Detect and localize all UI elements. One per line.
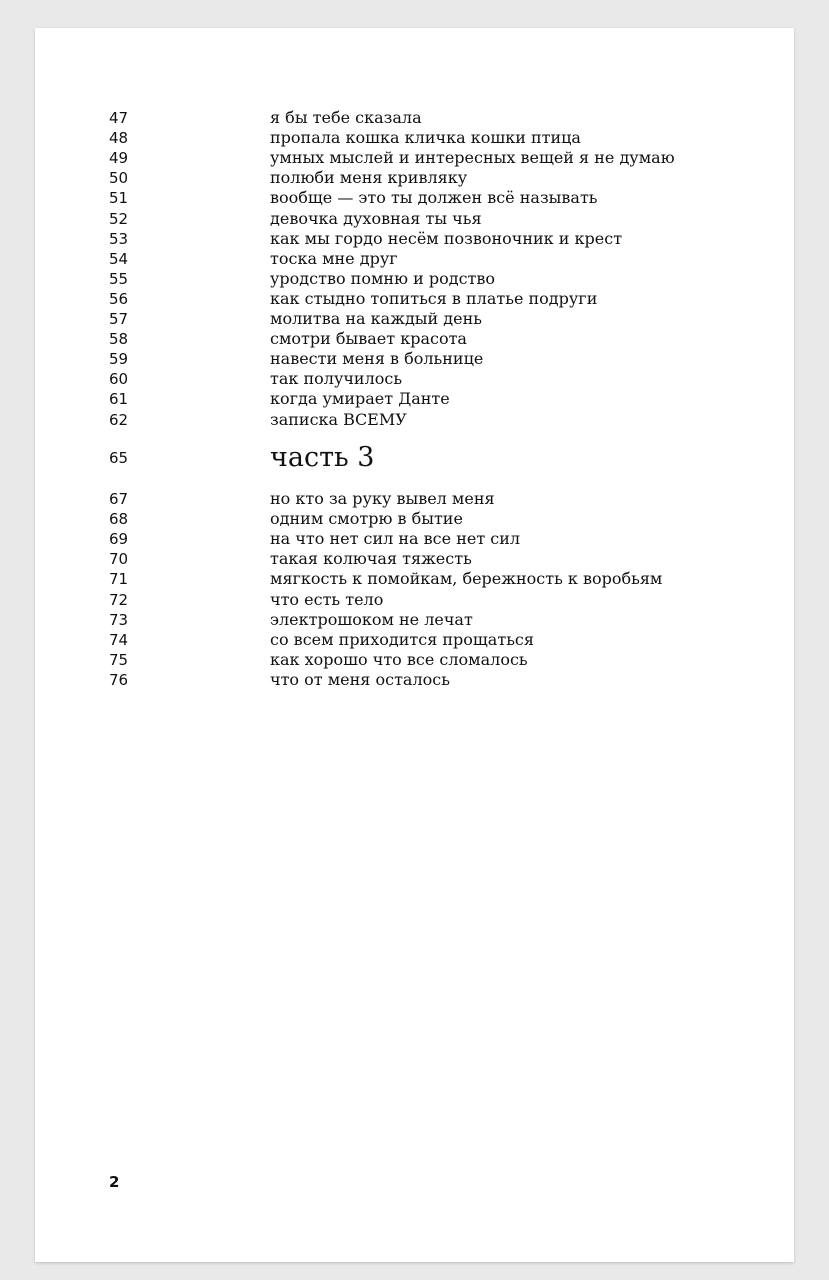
toc-entry: [35, 108, 794, 128]
toc-entry: [35, 389, 794, 409]
toc-page-number: 58: [109, 330, 129, 348]
toc-entry-title: такая колючая тяжесть: [270, 549, 472, 568]
toc-entry: [35, 630, 794, 650]
section-title: часть 3: [270, 442, 375, 473]
toc-entry-title: пропала кошка кличка кошки птица: [270, 128, 581, 147]
toc-entry: [35, 309, 794, 329]
toc-entry-title: что от меня осталось: [270, 670, 450, 689]
toc-page-number: 71: [109, 570, 129, 588]
toc-entry: [35, 329, 794, 349]
toc-page-number: 55: [109, 270, 129, 288]
toc-page-number: 47: [109, 109, 129, 127]
toc-entry-title: смотри бывает красота: [270, 329, 467, 348]
toc-entry: [35, 128, 794, 148]
toc-entry: [35, 369, 794, 389]
toc-entry-title: молитва на каждый день: [270, 309, 482, 328]
toc-entry: [35, 410, 794, 430]
toc-entry: [35, 209, 794, 229]
toc-entry-title: мягкость к помойкам, бережность к воробьям: [270, 569, 663, 588]
toc-entry: [35, 229, 794, 249]
toc-entry-title: тоска мне друг: [270, 249, 398, 268]
toc-entry-title: вообще — это ты должен всё называть: [270, 188, 598, 207]
toc-entry-title: как мы гордо несём позвоночник и крест: [270, 229, 623, 248]
toc-entry: [35, 590, 794, 610]
toc-entry: [35, 610, 794, 630]
toc-entry: [35, 289, 794, 309]
toc-entry-title: что есть тело: [270, 590, 384, 609]
toc-entry: [35, 349, 794, 369]
toc-entry: [35, 269, 794, 289]
toc-page-number: 49: [109, 149, 129, 167]
toc-page-number: 69: [109, 530, 129, 548]
toc-page-number: 57: [109, 310, 129, 328]
toc-entry-title: я бы тебе сказала: [270, 108, 422, 127]
toc-entry-title: девочка духовная ты чья: [270, 209, 482, 228]
toc-entry: [35, 168, 794, 188]
toc-page-number: 59: [109, 350, 129, 368]
toc-entry-title: электрошоком не лечат: [270, 610, 473, 629]
toc-page-number: 65: [109, 449, 129, 467]
toc-entry-title: как хорошо что все сломалось: [270, 650, 528, 669]
toc-page-number: 51: [109, 189, 129, 207]
toc-entry: [35, 569, 794, 589]
toc-entry-title: но кто за руку вывел меня: [270, 489, 495, 508]
toc-entry: [35, 249, 794, 269]
toc-page-number: 62: [109, 411, 129, 429]
toc-entry: [35, 650, 794, 670]
toc-page-number: 60: [109, 370, 129, 388]
toc-page-number: 70: [109, 550, 129, 568]
book-page: [35, 28, 794, 1262]
toc-page-number: 48: [109, 129, 129, 147]
toc-page-number: 73: [109, 611, 129, 629]
toc-entry-title: на что нет сил на все нет сил: [270, 529, 521, 548]
toc-entry-title: навести меня в больнице: [270, 349, 484, 368]
toc-entry-title: так получилось: [270, 369, 403, 388]
toc-entry: [35, 148, 794, 168]
toc-page-number: 74: [109, 631, 129, 649]
toc-entry-title: одним смотрю в бытие: [270, 509, 463, 528]
toc-entry: [35, 529, 794, 549]
toc-entry: [35, 670, 794, 690]
toc-page-number: 52: [109, 210, 129, 228]
toc-entry: [35, 489, 794, 509]
toc-page-number: 61: [109, 390, 129, 408]
toc-entry-title: уродство помню и родство: [270, 269, 496, 288]
toc-section-heading: [35, 441, 794, 473]
toc-page-number: 76: [109, 671, 129, 689]
toc-page-number: 53: [109, 230, 129, 248]
toc-entry-title: как стыдно топиться в платье подруги: [270, 289, 598, 308]
toc-entry-title: записка ВСЕМУ: [270, 410, 407, 429]
toc-page-number: 50: [109, 169, 129, 187]
toc-entry-title: полюби меня кривляку: [270, 168, 468, 187]
toc-entry-title: когда умирает Данте: [270, 389, 450, 408]
toc-page-number: 68: [109, 510, 129, 528]
toc-page-number: 72: [109, 591, 129, 609]
toc-page-number: 56: [109, 290, 129, 308]
toc-entry: [35, 188, 794, 208]
toc-page-number: 67: [109, 490, 129, 508]
toc-entry-title: со всем приходится прощаться: [270, 630, 534, 649]
page-number: 2: [109, 1173, 120, 1191]
toc-entry: [35, 509, 794, 529]
toc-entry: [35, 549, 794, 569]
toc-page-number: 75: [109, 651, 129, 669]
toc-page-number: 54: [109, 250, 129, 268]
toc-entry-title: умных мыслей и интересных вещей я не думаю: [270, 148, 675, 167]
